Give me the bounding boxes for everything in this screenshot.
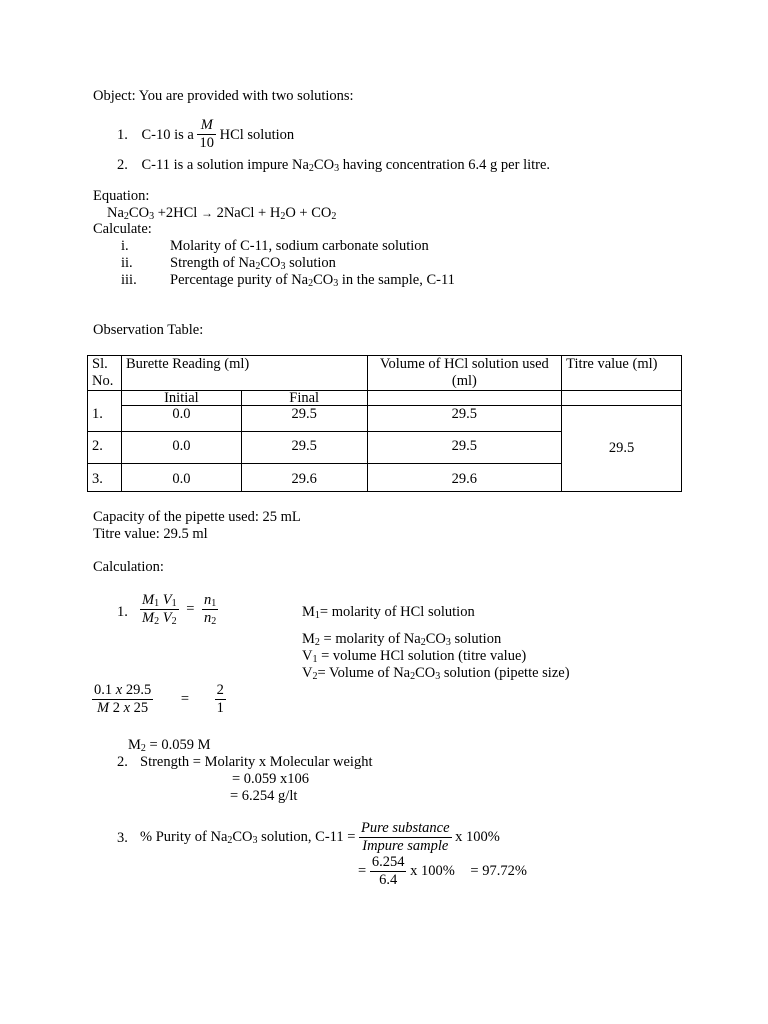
cell-volume: 29.5 bbox=[367, 406, 562, 432]
purity-result: = 97.72% bbox=[470, 862, 527, 879]
calc-item-text: Strength of $Na_2CO_3$ solution bbox=[170, 255, 336, 272]
definition-line: $V_2=$ Volume of $Na_2CO_3$ solution (pipette size) bbox=[302, 665, 570, 682]
purity-calculation: = $\frac{6.254}{6.4}$ x 100% = 97.72% bbox=[358, 854, 527, 888]
definition-line: $V_1$ = volume HCl solution (titre value) bbox=[302, 648, 527, 665]
cell-sl: 1. bbox=[88, 406, 122, 432]
arrow-icon: → bbox=[200, 206, 213, 220]
m2-result: $M_2 = 0.059$ M bbox=[128, 737, 211, 754]
cell-sl: 3. bbox=[88, 463, 122, 491]
observation-label: Observation Table: bbox=[93, 322, 204, 338]
titre-value-line: Titre value: 29.5 ml bbox=[93, 526, 208, 542]
strength-number: 2. bbox=[117, 754, 128, 770]
item-text: CO bbox=[313, 157, 335, 173]
table-header-row bbox=[88, 356, 682, 391]
fraction-denominator: 10 bbox=[199, 135, 214, 151]
item-text: C-11 is a solution impure Na bbox=[141, 157, 309, 173]
calc-item-text: Molarity of C-11, sodium carbonate solution bbox=[170, 238, 429, 254]
cell-volume: 29.6 bbox=[367, 463, 562, 491]
calculate-label: Calculate: bbox=[93, 221, 152, 237]
fraction-numerator: M bbox=[197, 117, 216, 135]
subscript: 2 bbox=[308, 163, 314, 174]
header-volume: Volume of HCl solution used (ml) bbox=[367, 356, 562, 391]
calc-item-num: ii. bbox=[121, 255, 133, 271]
item-1 bbox=[117, 119, 294, 152]
cell-final: 29.6 bbox=[241, 463, 367, 491]
item-text: C-10 is a bbox=[141, 126, 194, 143]
strength-line-2: = 0.059 x106 bbox=[232, 771, 310, 787]
header-titre: Titre value (ml) bbox=[562, 356, 682, 391]
cell-final: 29.5 bbox=[241, 431, 367, 463]
item-text: HCl solution bbox=[219, 126, 295, 143]
header-final: Final bbox=[241, 391, 367, 406]
equation-label: Equation: bbox=[93, 188, 150, 204]
header-burette: Burette Reading (ml) bbox=[121, 356, 367, 391]
calc-item-text: Percentage purity of $Na_2CO_3$ in the sample, C-11 bbox=[170, 272, 455, 289]
cell-titre: 29.5 bbox=[562, 406, 682, 492]
chemical-equation: $Na_2CO_3 +2HCl$ → 2NaCl + $H_2O + CO_2$ bbox=[107, 205, 337, 222]
cell-initial: 0.0 bbox=[121, 463, 241, 491]
cell-volume: 29.5 bbox=[367, 431, 562, 463]
item-text: having concentration 6.4 g per litre. bbox=[339, 157, 551, 173]
definition-line: $M_2$ = molarity of $Na_2CO_3$ solution bbox=[302, 631, 502, 648]
header-sl: Sl. No. bbox=[88, 356, 122, 391]
cell-sl: 2. bbox=[88, 431, 122, 463]
purity-number: 3. bbox=[117, 830, 128, 846]
table-subheader-row bbox=[88, 391, 682, 406]
pipette-capacity: Capacity of the pipette used: 25 mL bbox=[93, 509, 301, 525]
cell-final: 29.5 bbox=[241, 406, 367, 432]
substituted-equation: $\frac{0.1 x 29.5}{M 2 x 25}$ = $\frac{2}{1}$ bbox=[94, 682, 224, 716]
calculation-label: Calculation: bbox=[93, 559, 164, 575]
item-number: 2. bbox=[117, 157, 128, 173]
observation-table bbox=[87, 355, 682, 492]
calc-item-num: i. bbox=[121, 238, 129, 254]
formula: $\frac{M_1 V_1}{M_2 V_2}$ = $\frac{n_1}{n_2}$ bbox=[142, 592, 217, 627]
object-line: Object: You are provided with two solutions: bbox=[93, 88, 354, 104]
definition-line: $M_1=$ molarity of HCl solution bbox=[302, 604, 475, 621]
calc-item-num: iii. bbox=[121, 272, 137, 288]
strength-line-3: = 6.254 g/lt bbox=[230, 788, 298, 804]
formula-number: 1. bbox=[117, 604, 128, 620]
subscript: 3 bbox=[334, 163, 340, 174]
table-row bbox=[88, 406, 682, 432]
item-2 bbox=[117, 157, 550, 174]
header-initial: Initial bbox=[121, 391, 241, 406]
strength-line-1: Strength = Molarity x Molecular weight bbox=[140, 754, 373, 770]
item-number: 1. bbox=[117, 126, 128, 143]
cell-initial: 0.0 bbox=[121, 431, 241, 463]
purity-formula: % Purity of $Na_2CO_3$ solution, C-11 = $\frac{\text{Pure substance}}{\text{Impure sample}}$ x 100% bbox=[140, 820, 500, 854]
cell-initial: 0.0 bbox=[121, 406, 241, 432]
